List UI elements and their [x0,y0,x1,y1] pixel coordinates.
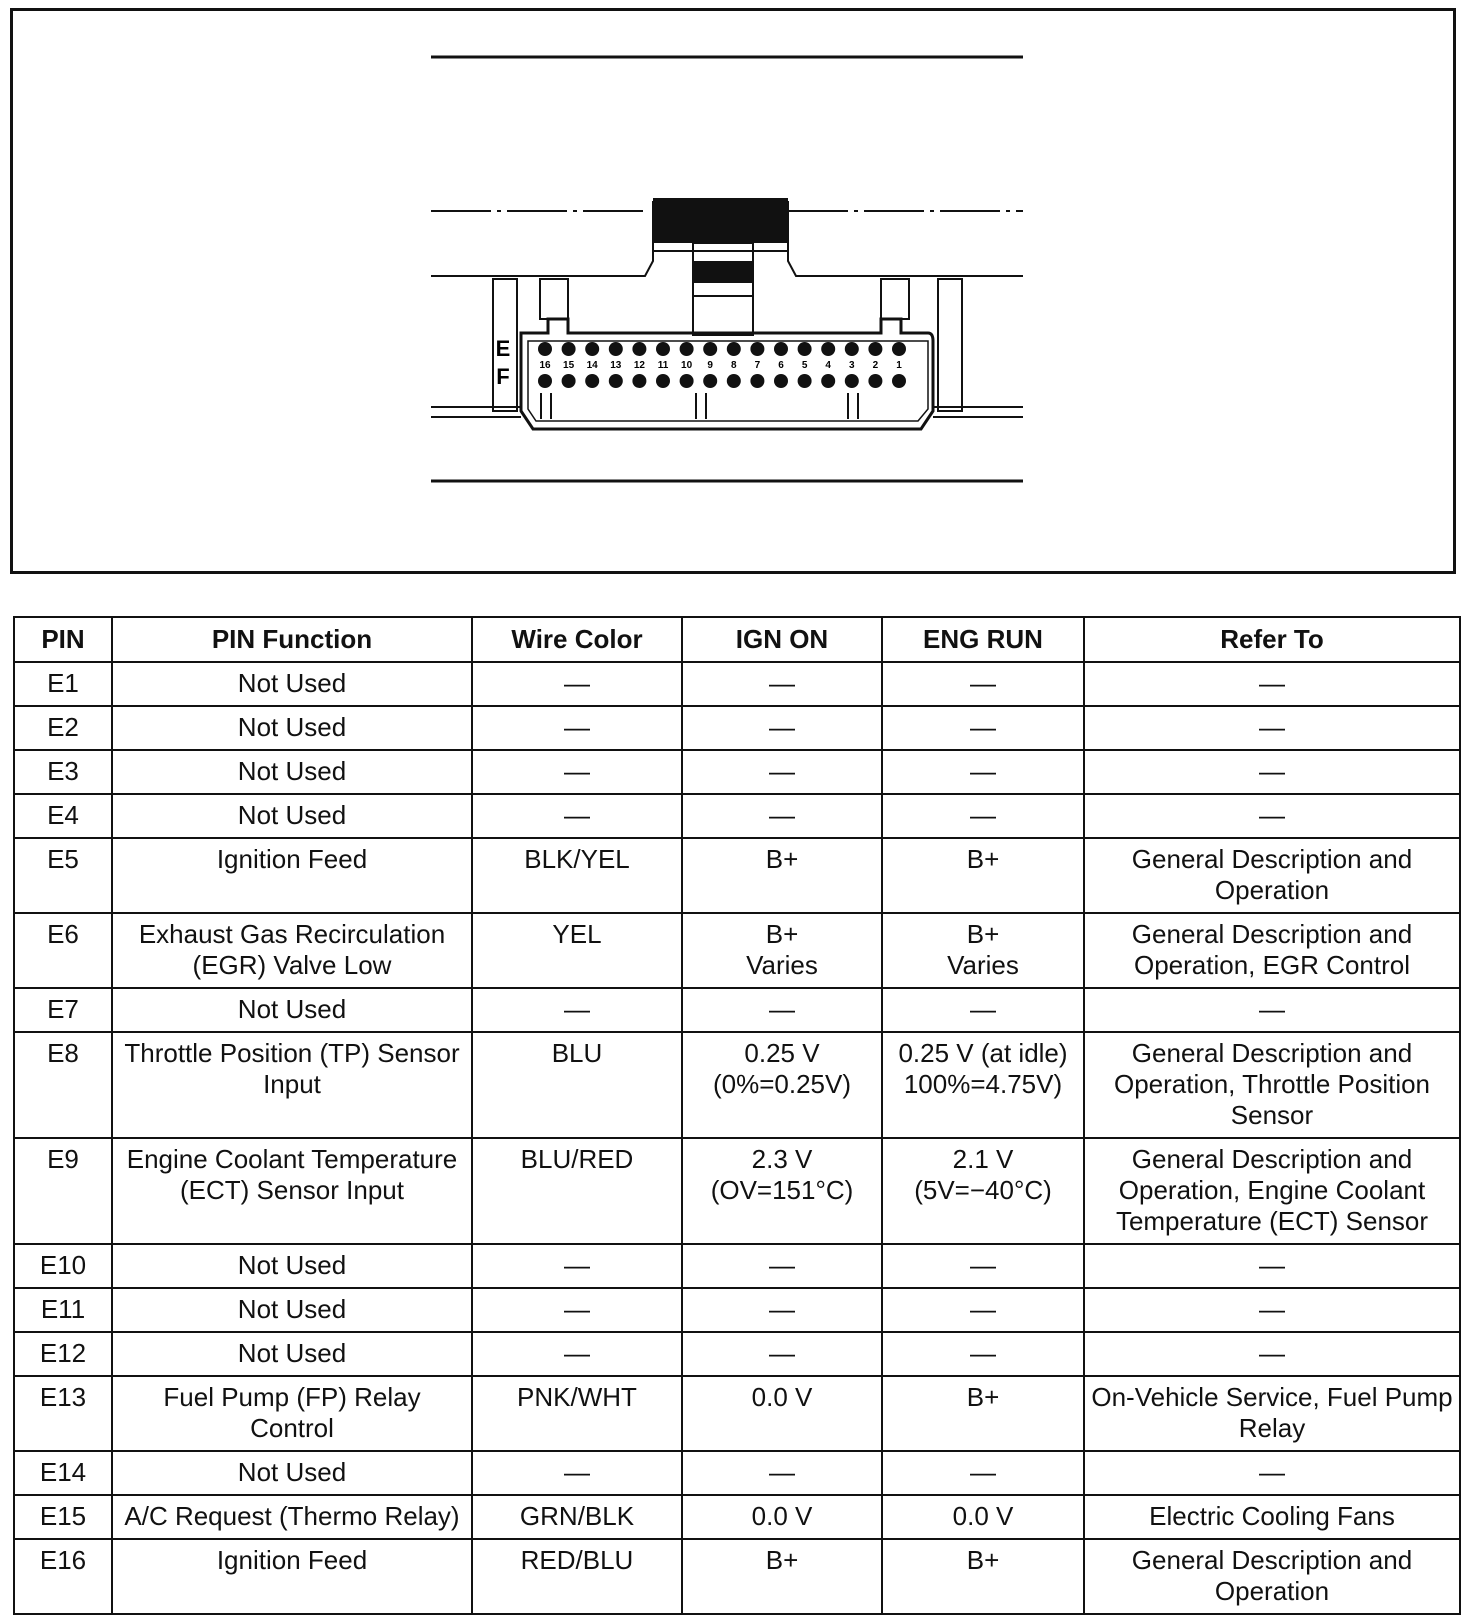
eng-run-cell [882,1288,1084,1332]
pin-dot-f9 [703,374,717,388]
pin-dot-f10 [680,374,694,388]
eng-run-cell-line: — [970,1294,996,1324]
pin-dot-f8 [727,374,741,388]
eng-run-cell-line: B+ [966,844,1000,874]
pin-number-label: 3 [849,360,855,371]
eng-run-cell-line: 100%=4.75V) [903,1069,1063,1099]
pin-function-cell: Not Used [112,750,472,794]
housing-outline-left [431,201,653,276]
pin-function-cell: Throttle Position (TP) Sensor Input [112,1032,472,1138]
ign-on-cell-line: 0.0 V [751,1501,813,1531]
pin-dot-e15 [562,342,576,356]
pin-number-label: 7 [754,360,761,371]
ign-on-cell-line: B+ [765,919,799,949]
ign-on-cell-line: (OV=151°C) [710,1175,854,1205]
ign-on-cell-line: — [769,994,795,1024]
pin-number-label: 5 [801,360,808,371]
pin-function-cell: Not Used [112,706,472,750]
housing-outline-right [788,201,1023,276]
latch-block [653,198,788,243]
eng-run-cell [882,838,1084,913]
ign-on-cell [682,1332,882,1376]
pin-dot-e14 [585,342,599,356]
wire-color-cell: RED/BLU [472,1539,682,1614]
pin-number-label: 12 [633,360,645,371]
pin-dot-e16 [538,342,552,356]
pin-number-label: 4 [825,360,831,371]
eng-run-cell-line: — [970,756,996,786]
pin-cell: E12 [14,1332,112,1376]
wire-color-cell: BLK/YEL [472,838,682,913]
pin-cell: E10 [14,1244,112,1288]
refer-to-cell: — [1084,988,1460,1032]
wire-color-cell: — [472,1288,682,1332]
pin-dot-e10 [680,342,694,356]
pin-number-label: 14 [586,360,598,371]
wire-color-cell: YEL [472,913,682,988]
table-row [14,706,1460,750]
pin-function-cell: Not Used [112,1244,472,1288]
eng-run-cell-line: 0.25 V (at idle) [898,1038,1068,1068]
pin-dot-e11 [656,342,670,356]
refer-to-cell: General Description and Operation, EGR Control [1084,913,1460,988]
pin-cell: E2 [14,706,112,750]
refer-to-cell: — [1084,706,1460,750]
pin-number-label: 1 [896,360,902,371]
refer-to-cell: — [1084,662,1460,706]
pin-dot-e9 [703,342,717,356]
header-eng-run: ENG RUN [882,617,1084,662]
table-row [14,750,1460,794]
wire-color-cell: BLU/RED [472,1138,682,1244]
table-row [14,1495,1460,1539]
pin-dot-f1 [892,374,906,388]
refer-to-cell: — [1084,750,1460,794]
pin-function-cell: Exhaust Gas Recirculation (EGR) Valve Low [112,913,472,988]
ign-on-cell-line: — [769,1294,795,1324]
pin-cell: E14 [14,1451,112,1495]
header-pin-function: PIN Function [112,617,472,662]
wire-color-cell: PNK/WHT [472,1376,682,1451]
pin-dot-f14 [585,374,599,388]
wire-color-cell: — [472,794,682,838]
pin-function-cell: Ignition Feed [112,1539,472,1614]
eng-run-cell-line: 2.1 V [952,1144,1014,1174]
pin-number-label: 10 [681,360,693,371]
table-row [14,1451,1460,1495]
pin-dot-f12 [632,374,646,388]
table-row [14,1138,1460,1244]
table-row [14,988,1460,1032]
right-post [938,279,962,411]
eng-run-cell [882,1032,1084,1138]
wire-color-cell: — [472,988,682,1032]
pin-cell: E5 [14,838,112,913]
table-row [14,1332,1460,1376]
table-row [14,1244,1460,1288]
table-row [14,662,1460,706]
eng-run-cell-line: — [970,1457,996,1487]
pin-function-cell: Not Used [112,988,472,1032]
header-pin: PIN [14,617,112,662]
eng-run-cell-line: — [970,712,996,742]
ign-on-cell-line: — [769,1457,795,1487]
pin-dot-e5 [798,342,812,356]
pin-dot-f15 [562,374,576,388]
table-row [14,913,1460,988]
eng-run-cell [882,988,1084,1032]
pin-dot-f6 [774,374,788,388]
table-row [14,1032,1460,1138]
refer-to-cell: — [1084,1244,1460,1288]
ign-on-cell-line: — [769,712,795,742]
pin-number-label: 9 [707,360,713,371]
eng-run-cell-line: — [970,994,996,1024]
eng-run-cell-line: (5V=−40°C) [914,1175,1052,1205]
pin-dot-e12 [632,342,646,356]
pin-number-label: 15 [563,360,575,371]
header-wire-color: Wire Color [472,617,682,662]
pin-dot-f13 [609,374,623,388]
refer-to-cell: — [1084,794,1460,838]
ign-on-cell [682,750,882,794]
ign-on-cell [682,706,882,750]
refer-to-cell: General Description and Operation [1084,1539,1460,1614]
pin-number-label: 8 [731,360,737,371]
pin-dot-e3 [845,342,859,356]
pin-cell: E16 [14,1539,112,1614]
pin-cell: E8 [14,1032,112,1138]
eng-run-cell [882,750,1084,794]
table-header-row [14,617,1460,662]
pin-cell: E13 [14,1376,112,1451]
wire-color-cell: BLU [472,1032,682,1138]
eng-run-cell [882,1451,1084,1495]
refer-to-cell: General Description and Operation, Engine Coolant Temperature (ECT) Sensor [1084,1138,1460,1244]
left-key [540,279,568,319]
eng-run-cell-line: — [970,800,996,830]
pin-function-cell: Not Used [112,1288,472,1332]
ign-on-cell [682,1495,882,1539]
wire-color-cell: — [472,1332,682,1376]
pin-function-cell: Fuel Pump (FP) Relay Control [112,1376,472,1451]
ign-on-cell [682,1376,882,1451]
eng-run-cell-line: B+ [966,919,1000,949]
wire-color-cell: — [472,1244,682,1288]
wire-color-cell: GRN/BLK [472,1495,682,1539]
ign-on-cell [682,662,882,706]
table-row [14,1539,1460,1614]
header-ign-on: IGN ON [682,617,882,662]
pin-cell: E1 [14,662,112,706]
eng-run-cell [882,1376,1084,1451]
pinout-table [13,616,1461,1615]
ign-on-cell [682,913,882,988]
pin-dot-f2 [868,374,882,388]
eng-run-cell [882,1244,1084,1288]
latch-tab [693,243,753,335]
pin-cell: E9 [14,1138,112,1244]
ign-on-cell-line: — [769,800,795,830]
pin-function-cell: Not Used [112,794,472,838]
refer-to-cell: — [1084,1332,1460,1376]
eng-run-cell-line: 0.0 V [952,1501,1014,1531]
pin-function-cell: Not Used [112,662,472,706]
ign-on-cell-line: B+ [765,844,799,874]
pin-cell: E3 [14,750,112,794]
pin-dot-e8 [727,342,741,356]
pin-dot-e1 [892,342,906,356]
eng-run-cell [882,1495,1084,1539]
pin-number-label: 16 [539,360,551,371]
ign-on-cell-line: 0.0 V [751,1382,813,1412]
eng-run-cell-line: B+ [966,1545,1000,1575]
ign-on-cell-line: — [769,668,795,698]
pin-dot-e7 [750,342,764,356]
ign-on-cell [682,988,882,1032]
table-row [14,838,1460,913]
pin-function-cell: Not Used [112,1332,472,1376]
eng-run-cell [882,1539,1084,1614]
pin-dot-f7 [750,374,764,388]
pin-dot-e13 [609,342,623,356]
right-key [881,279,909,319]
refer-to-cell: On-Vehicle Service, Fuel Pump Relay [1084,1376,1460,1451]
ign-on-cell [682,1288,882,1332]
pin-function-cell: A/C Request (Thermo Relay) [112,1495,472,1539]
eng-run-cell-line: — [970,1250,996,1280]
pin-number-label: 6 [778,360,784,371]
refer-to-cell: General Description and Operation [1084,838,1460,913]
ign-on-cell-line: 0.25 V [744,1038,820,1068]
refer-to-cell: General Description and Operation, Throttle Position Sensor [1084,1032,1460,1138]
pin-function-cell: Not Used [112,1451,472,1495]
table-row [14,794,1460,838]
ign-on-cell-line: — [769,756,795,786]
ign-on-cell [682,1451,882,1495]
connector-figure [10,8,1456,574]
eng-run-cell [882,706,1084,750]
pin-cell: E11 [14,1288,112,1332]
pin-number-label: 11 [657,360,669,371]
eng-run-cell [882,794,1084,838]
ign-on-cell [682,1138,882,1244]
row-label-e: E [495,336,511,361]
eng-run-cell [882,913,1084,988]
ign-on-cell [682,1539,882,1614]
pin-function-cell: Ignition Feed [112,838,472,913]
header-refer-to: Refer To [1084,617,1460,662]
ign-on-cell-line: — [769,1338,795,1368]
pin-dot-e6 [774,342,788,356]
table-row [14,1376,1460,1451]
latch-tab-band [693,261,753,283]
pin-dot-f3 [845,374,859,388]
ign-on-cell [682,838,882,913]
pin-grid [538,342,906,388]
pin-cell: E7 [14,988,112,1032]
pin-function-cell: Engine Coolant Temperature (ECT) Sensor Input [112,1138,472,1244]
pin-cell: E15 [14,1495,112,1539]
wire-color-cell: — [472,706,682,750]
connector-drawing [13,11,1459,577]
pin-dot-f4 [821,374,835,388]
table-body [14,662,1460,1614]
wire-color-cell: — [472,662,682,706]
eng-run-cell-line: Varies [947,950,1019,980]
pin-dot-f16 [538,374,552,388]
ign-on-cell-line: (0%=0.25V) [712,1069,852,1099]
pin-dot-e4 [821,342,835,356]
pin-number-label: 2 [872,360,879,371]
ign-on-cell-line: — [769,1250,795,1280]
pin-dot-f5 [798,374,812,388]
row-label-f: F [496,364,510,389]
refer-to-cell: Electric Cooling Fans [1084,1495,1460,1539]
wire-color-cell: — [472,750,682,794]
ign-on-cell-line: Varies [746,950,818,980]
ign-on-cell [682,1032,882,1138]
ign-on-cell [682,794,882,838]
pin-cell: E4 [14,794,112,838]
eng-run-cell [882,1332,1084,1376]
pin-cell: E6 [14,913,112,988]
eng-run-cell-line: B+ [966,1382,1000,1412]
ign-on-cell-line: 2.3 V [751,1144,813,1174]
eng-run-cell [882,662,1084,706]
refer-to-cell: — [1084,1451,1460,1495]
ign-on-cell [682,1244,882,1288]
pin-dot-e2 [868,342,882,356]
ign-on-cell-line: B+ [765,1545,799,1575]
eng-run-cell-line: — [970,668,996,698]
wire-color-cell: — [472,1451,682,1495]
eng-run-cell [882,1138,1084,1244]
refer-to-cell: — [1084,1288,1460,1332]
pin-dot-f11 [656,374,670,388]
table-row [14,1288,1460,1332]
eng-run-cell-line: — [970,1338,996,1368]
pin-number-label: 13 [610,360,622,371]
